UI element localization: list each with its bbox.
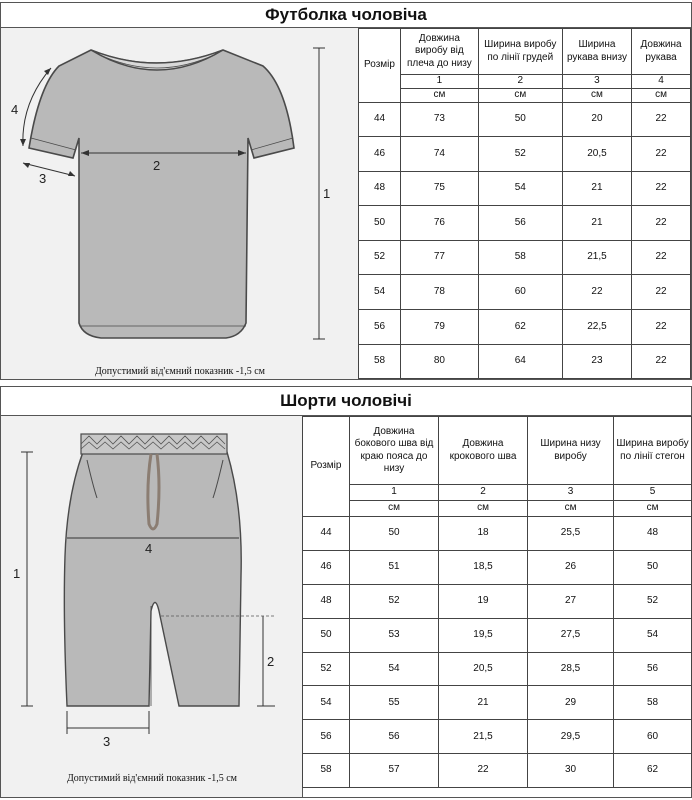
shorts-col-number: 1	[350, 485, 439, 501]
table-row	[359, 171, 691, 206]
measurement-cell: 57	[350, 754, 439, 788]
measurement-cell: 53	[350, 618, 439, 652]
measurement-cell: 52	[614, 584, 692, 618]
size-cell: 50	[303, 618, 350, 652]
measurement-cell: 54	[350, 652, 439, 686]
shorts-figure	[1, 416, 303, 797]
measurement-cell: 28,5	[528, 652, 614, 686]
measurement-cell: 27	[528, 584, 614, 618]
size-cell: 58	[359, 344, 401, 379]
measurement-cell: 22	[632, 137, 691, 172]
measurement-cell: 22	[632, 344, 691, 379]
tshirt-col-unit: см	[401, 89, 479, 103]
table-row	[359, 240, 691, 275]
measurement-cell: 21	[562, 206, 631, 241]
table-row	[359, 137, 691, 172]
measurement-cell: 60	[478, 275, 562, 310]
tshirt-figure	[1, 28, 359, 379]
measurement-cell: 19	[439, 584, 528, 618]
measurement-cell: 22,5	[562, 310, 631, 345]
measurement-cell: 76	[401, 206, 479, 241]
measurement-cell: 51	[350, 550, 439, 584]
measurement-cell: 79	[401, 310, 479, 345]
shorts-shape	[64, 452, 241, 706]
tshirt-title: Футболка чоловіча	[1, 3, 691, 28]
measurement-cell: 22	[632, 275, 691, 310]
measurement-cell: 22	[562, 275, 631, 310]
measurement-cell: 22	[632, 171, 691, 206]
measurement-cell: 21	[439, 686, 528, 720]
tshirt-size-table	[358, 28, 691, 379]
shorts-dim-4: 4	[145, 541, 153, 556]
table-row	[303, 720, 692, 754]
table-row	[359, 310, 691, 345]
measurement-cell: 52	[350, 584, 439, 618]
table-row	[359, 102, 691, 137]
tshirt-dim-4: 4	[11, 102, 19, 117]
measurement-cell: 22	[632, 310, 691, 345]
measurement-cell: 50	[478, 102, 562, 137]
shorts-note: Допустимий від'ємний показник -1,5 см	[66, 773, 238, 784]
table-row	[303, 652, 692, 686]
measurement-cell: 78	[401, 275, 479, 310]
shorts-title: Шорти чоловічі	[1, 387, 691, 416]
size-cell: 46	[303, 550, 350, 584]
measurement-cell: 55	[350, 686, 439, 720]
measurement-cell: 29,5	[528, 720, 614, 754]
size-cell: 56	[303, 720, 350, 754]
measurement-cell: 62	[478, 310, 562, 345]
shorts-header-leg-width: Ширина низу виробу	[528, 417, 614, 485]
shorts-col-unit: см	[350, 501, 439, 517]
tshirt-panel	[0, 2, 692, 380]
table-row	[303, 517, 692, 551]
measurement-cell: 58	[614, 686, 692, 720]
tshirt-header-size: Розмір	[359, 29, 401, 103]
measurement-cell: 18,5	[439, 550, 528, 584]
size-cell: 44	[359, 102, 401, 137]
measurement-cell: 19,5	[439, 618, 528, 652]
size-cell: 44	[303, 517, 350, 551]
measurement-cell: 50	[614, 550, 692, 584]
size-cell: 58	[303, 754, 350, 788]
measurement-cell: 22	[632, 206, 691, 241]
tshirt-dim-1: 1	[323, 186, 331, 201]
tshirt-col-unit: см	[562, 89, 631, 103]
measurement-cell: 20,5	[439, 652, 528, 686]
shorts-size-table	[302, 416, 692, 788]
measurement-cell: 25,5	[528, 517, 614, 551]
measurement-cell: 77	[401, 240, 479, 275]
measurement-cell: 23	[562, 344, 631, 379]
tshirt-shape	[29, 50, 294, 338]
measurement-cell: 75	[401, 171, 479, 206]
size-cell: 52	[303, 652, 350, 686]
tshirt-dim-2: 2	[153, 158, 161, 173]
tshirt-drawing	[1, 28, 359, 379]
measurement-cell: 48	[614, 517, 692, 551]
tshirt-col-number: 2	[478, 75, 562, 89]
tshirt-header-sleeve-length: Довжина рукава	[632, 29, 691, 75]
measurement-cell: 56	[350, 720, 439, 754]
measurement-cell: 60	[614, 720, 692, 754]
table-row	[359, 275, 691, 310]
measurement-cell: 29	[528, 686, 614, 720]
table-row	[303, 686, 692, 720]
shorts-dim-3: 3	[103, 734, 111, 749]
measurement-cell: 54	[478, 171, 562, 206]
tshirt-col-unit: см	[632, 89, 691, 103]
measurement-cell: 50	[350, 517, 439, 551]
measurement-cell: 20,5	[562, 137, 631, 172]
shorts-col-number: 5	[614, 485, 692, 501]
measurement-cell: 22	[632, 102, 691, 137]
measurement-cell: 73	[401, 102, 479, 137]
measurement-cell: 56	[478, 206, 562, 241]
measurement-cell: 64	[478, 344, 562, 379]
measurement-cell: 22	[632, 240, 691, 275]
measurement-cell: 18	[439, 517, 528, 551]
shorts-header-size: Розмір	[303, 417, 350, 517]
size-cell: 54	[359, 275, 401, 310]
tshirt-header-sleeve-bottom: Ширина рукава внизу	[562, 29, 631, 75]
shorts-header-side-length: Довжина бокового шва від краю пояса до низу	[350, 417, 439, 485]
size-cell: 54	[303, 686, 350, 720]
tshirt-header-chest: Ширина виробу по лінії грудей	[478, 29, 562, 75]
size-cell: 50	[359, 206, 401, 241]
shorts-header-hips: Ширина виробу по лінії стегон	[614, 417, 692, 485]
measurement-cell: 21,5	[439, 720, 528, 754]
measurement-cell: 27,5	[528, 618, 614, 652]
table-row	[359, 344, 691, 379]
shorts-col-unit: см	[528, 501, 614, 517]
shorts-panel	[0, 386, 692, 798]
table-row	[303, 584, 692, 618]
tshirt-col-number: 4	[632, 75, 691, 89]
shorts-col-unit: см	[439, 501, 528, 517]
measurement-cell: 62	[614, 754, 692, 788]
table-row	[359, 206, 691, 241]
shorts-col-number: 2	[439, 485, 528, 501]
measurement-cell: 58	[478, 240, 562, 275]
measurement-cell: 22	[439, 754, 528, 788]
size-cell: 48	[303, 584, 350, 618]
tshirt-dim-3: 3	[39, 171, 47, 186]
shorts-col-unit: см	[614, 501, 692, 517]
tshirt-note: Допустимий від'ємний показник -1,5 см	[94, 366, 266, 377]
measurement-cell: 21	[562, 171, 631, 206]
shorts-drawing	[1, 416, 303, 797]
table-row	[303, 618, 692, 652]
measurement-cell: 74	[401, 137, 479, 172]
tshirt-header-length: Довжина виробу від плеча до низу	[401, 29, 479, 75]
shorts-dim-1: 1	[13, 566, 21, 581]
size-cell: 48	[359, 171, 401, 206]
tshirt-col-number: 3	[562, 75, 631, 89]
shorts-col-number: 3	[528, 485, 614, 501]
measurement-cell: 54	[614, 618, 692, 652]
measurement-cell: 56	[614, 652, 692, 686]
size-cell: 46	[359, 137, 401, 172]
tshirt-col-unit: см	[478, 89, 562, 103]
measurement-cell: 80	[401, 344, 479, 379]
measurement-cell: 21,5	[562, 240, 631, 275]
tshirt-col-number: 1	[401, 75, 479, 89]
measurement-cell: 26	[528, 550, 614, 584]
shorts-header-inseam: Довжина крокового шва	[439, 417, 528, 485]
size-cell: 52	[359, 240, 401, 275]
shorts-dim-2: 2	[267, 654, 275, 669]
size-cell: 56	[359, 310, 401, 345]
measurement-cell: 20	[562, 102, 631, 137]
measurement-cell: 52	[478, 137, 562, 172]
table-row	[303, 550, 692, 584]
table-row	[303, 754, 692, 788]
measurement-cell: 30	[528, 754, 614, 788]
